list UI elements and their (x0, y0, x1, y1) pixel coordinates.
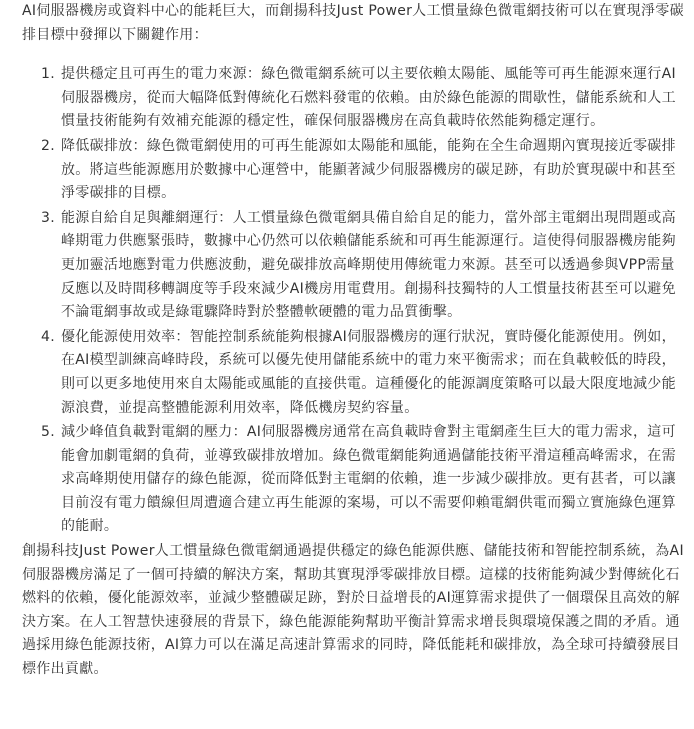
list-item (41, 326, 684, 420)
list-item (41, 63, 684, 134)
list-item-number: 2. (41, 137, 55, 154)
intro-paragraph: AI伺服器機房或資料中心的能耗巨大，而創揚科技Just Power人工慣量綠色微電網技術可以在實現淨零碳排目標中發揮以下關鍵作用： (22, 3, 684, 43)
list-item-number: 5. (41, 424, 55, 441)
list-item-number: 3. (41, 209, 55, 226)
list-item (41, 207, 684, 325)
list-item-number: 4. (41, 328, 55, 345)
list-item-number: 1. (41, 66, 55, 83)
list-item (41, 421, 684, 539)
list-item-text: 降低碳排放：綠色微電網使用的可再生能源如太陽能和風能，能夠在全生命週期內實現接近零碳排放。將這些能源應用於數據中心運營中，能顯著減少伺服器機房的碳足跡，有助於實現碳中和甚至淨零碳排的目標。 (61, 137, 676, 202)
conclusion-paragraph: 創揚科技Just Power人工慣量綠色微電網通過提供穩定的綠色能源供應、儲能技術和智能控制系統，為AI伺服器機房滿足了一個可持續的解決方案，幫助其實現淨零碳排放目標。這樣的技術能夠減少對傳統化石燃料的依賴，優化能源效率，並減少整體碳足跡，對於日益增長的AI運算需求提供了一個環保且高效的解決方案。在人工智慧快速發展的背景下，綠色能源能夠幫助平衡計算需求增長與環境保護之間的矛盾。通過採用綠色能源技術，AI算力可以在滿足高速計算需求的同時，降低能耗和碳排放，為全球可持續發展目標作出貢獻。 (22, 543, 684, 678)
key-points-list (22, 63, 684, 539)
list-item (41, 135, 684, 206)
list-item-text: 提供穩定且可再生的電力來源：綠色微電網系統可以主要依賴太陽能、風能等可再生能源來運行AI伺服器機房，從而大幅降低對傳統化石燃料發電的依賴。由於綠色能源的間歇性，儲能系統和人工慣量技術能夠有效補充能源的穩定性，確保伺服器機房在高負載時依然能夠穩定運行。 (61, 66, 676, 130)
list-item-text: 能源自給自足與離網運行：人工慣量綠色微電網具備自給自足的能力，當外部主電網出現問題或高峰期電力供應緊張時，數據中心仍然可以依賴儲能系統和可再生能源運行。這使得伺服器機房能夠更加靈活地應對電力供應波動，避免碳排放高峰期使用傳統電力來源。甚至可以透過參與VPP需量反應以及時間移轉調度等手段來減少AI機房用電費用。創揚科技獨特的人工慣量技術甚至可以避免不論電網事故或是綠電驟降時對於整體軟硬體的電力品質衝擊。 (61, 209, 676, 321)
list-item-text: 優化能源使用效率：智能控制系統能夠根據AI伺服器機房的運行狀況，實時優化能源使用。例如，在AI模型訓練高峰時段，系統可以優先使用儲能系統中的電力來平衡需求；而在負載較低的時段，則可以更多地使用來自太陽能或風能的直接供電。這種優化的能源調度策略可以最大限度地減少能源浪費，並提高整體能源利用效率，降低機房契約容量。 (61, 328, 676, 416)
list-item-text: 減少峰值負載對電網的壓力：AI伺服器機房通常在高負載時會對主電網產生巨大的電力需求，這可能會加劇電網的負荷，並導致碳排放增加。綠色微電網能夠通過儲能技術平滑這種高峰需求，在需求高峰期使用儲存的綠色能源，從而降低對主電網的依賴，進一步減少碳排放。更有甚者，可以讓目前沒有電力饋線但周遭適合建立再生能源的案場，可以不需要仰賴電網供電而獨立實施綠色運算的能耐。 (61, 424, 676, 535)
